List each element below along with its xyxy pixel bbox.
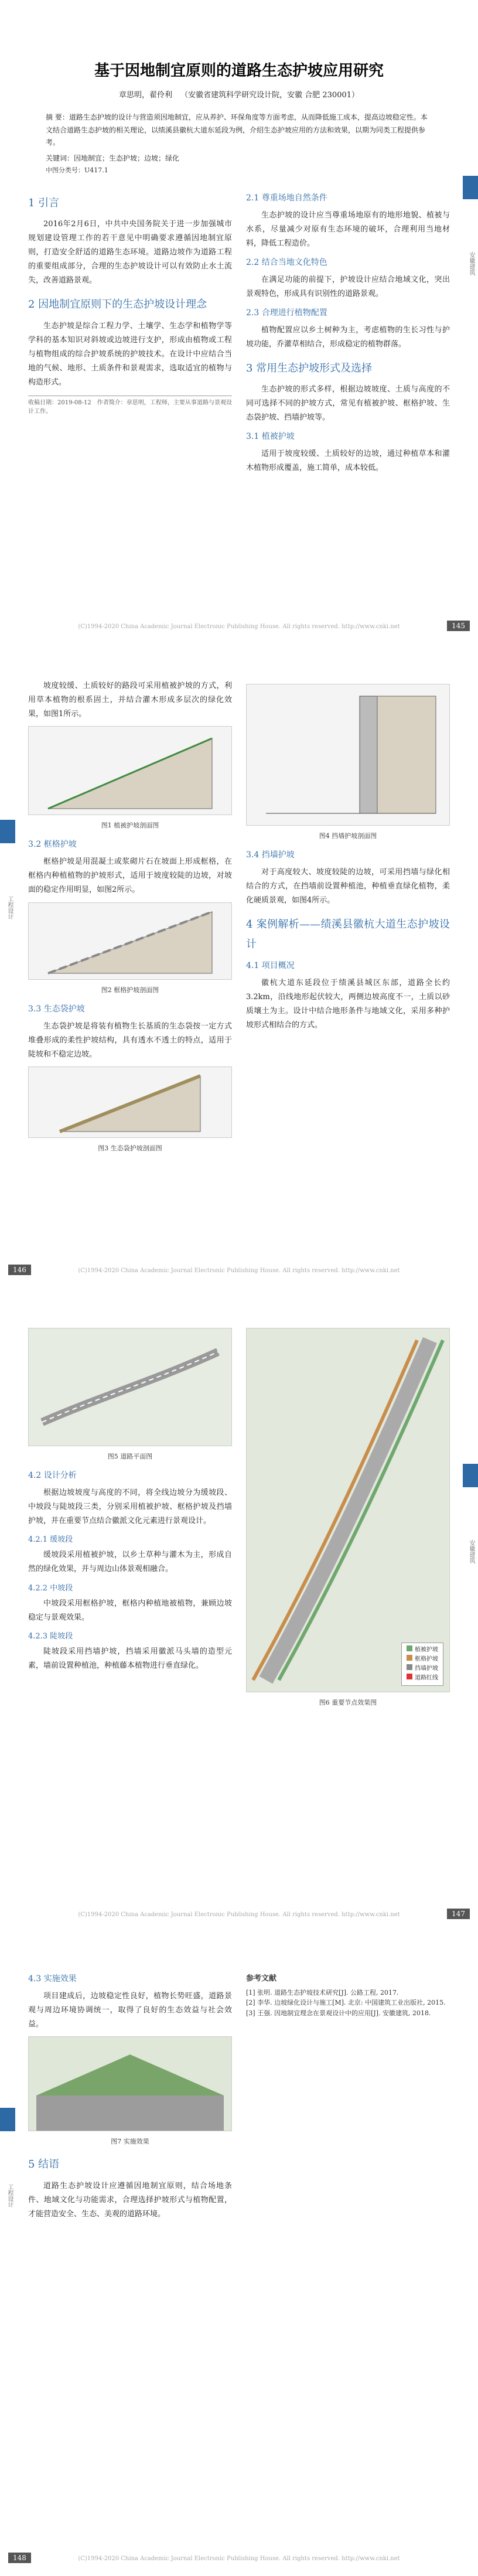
paragraph: 项目建成后，边坡稳定性良好，植物长势旺盛，道路景观与周边环境协调统一，取得了良好的生态效益与社会效益。 bbox=[28, 1991, 232, 2029]
paragraph: 生态护坡的设计应当尊重场地原有的地形地貌、植被与水系，尽量减少对原有生态环境的破坏，合理利用当地材料，降低工程造价。 bbox=[246, 210, 450, 248]
authors: 章思明，翟伶利 bbox=[118, 91, 172, 100]
right-column bbox=[246, 1323, 450, 1715]
figure-caption: 图1 植被护坡剖面图 bbox=[101, 822, 159, 830]
copyright: (C)1994-2020 China Academic Journal Electronic Publishing House. All rights reserved. http://www.cnki.net bbox=[78, 2555, 400, 2562]
classification: 中图分类号：U417.1 bbox=[46, 166, 108, 174]
paper-title: 基于因地制宜原则的道路生态护坡应用研究 bbox=[94, 62, 384, 80]
subsection-heading: 3.1 植被护坡 bbox=[246, 432, 295, 442]
page-number: 148 bbox=[8, 2553, 31, 2563]
subsection-heading: 4.1 项目概况 bbox=[246, 960, 295, 970]
paragraph: 生态袋护坡是将装有植物生长基质的生态袋按一定方式堆叠形成的柔性护坡结构，具有透水不透土的特点，适用于陡坡和不稳定边坡。 bbox=[28, 1021, 232, 1059]
page-content bbox=[28, 1323, 450, 1897]
page-number: 146 bbox=[8, 1265, 31, 1275]
section-heading: 5 结语 bbox=[28, 2158, 60, 2171]
page-3 bbox=[0, 1288, 478, 1932]
figure-caption: 图5 道路平面图 bbox=[107, 1453, 153, 1460]
paragraph: 框格护坡是用混凝土或浆砌片石在坡面上形成框格，在框格内种植植物的护坡形式，适用于坡度较陡的边坡，对坡面的稳定作用明显，如图2所示。 bbox=[28, 857, 232, 895]
paragraph: 在满足功能的前提下，护坡设计应结合地域文化，突出景观特色，形成具有识别性的道路景观。 bbox=[246, 275, 450, 298]
slope-diagram bbox=[29, 903, 231, 979]
page-2 bbox=[0, 644, 478, 1288]
legend-item: 道路红线 bbox=[407, 1674, 438, 1683]
section-tab bbox=[0, 2108, 15, 2131]
legend-item: 植被护坡 bbox=[407, 1645, 438, 1655]
node-plan bbox=[247, 1328, 449, 1692]
section-heading: 2 因地制宜原则下的生态护坡设计理念 bbox=[28, 298, 207, 311]
page-number: 147 bbox=[447, 1909, 470, 1919]
subsection-heading: 3.2 框格护坡 bbox=[28, 840, 77, 850]
side-label: 工程设计 bbox=[6, 896, 13, 919]
abstract: 摘 要：道路生态护坡的设计与营造须因地制宜，应从养护、环保角度等方面考虑，从而降低施工成本，提高边坡稳定性。本文结合道路生态护坡的相关理论，以绩溪县徽杭大道东延段为例，介绍生态护坡应用的方法和效果，以期为同类工程提供参考。 bbox=[46, 113, 428, 147]
subsection-heading: 4.2.1 缓坡段 bbox=[28, 1535, 73, 1545]
left-column bbox=[28, 1323, 232, 1715]
figure-6 bbox=[246, 1328, 450, 1692]
right-column bbox=[246, 1967, 450, 2226]
subsection-heading: 2.2 结合当地文化特色 bbox=[246, 257, 327, 267]
section-tab bbox=[463, 176, 478, 199]
subsection-heading: 4.2 设计分析 bbox=[28, 1471, 77, 1481]
legend-item: 挡墙护坡 bbox=[407, 1664, 438, 1674]
figure-2 bbox=[28, 902, 232, 980]
paragraph: 道路生态护坡设计应遵循因地制宜原则，结合场地条件、地域文化与功能需求，合理选择护坡形式与植物配置，才能营造安全、生态、美观的道路环境。 bbox=[28, 2181, 232, 2219]
paragraph: 对于高度较大、坡度较陡的边坡，可采用挡墙与绿化相结合的方式，在挡墙前设置种植池，种植垂直绿化植物，柔化硬质景观，如图4所示。 bbox=[246, 868, 450, 905]
author-line bbox=[28, 88, 450, 100]
keywords: 关键词：因地制宜；生态护坡；边坡；绿化 bbox=[46, 154, 180, 162]
side-label: 安徽建筑 bbox=[468, 1540, 474, 1563]
paragraph: 适用于坡度较缓、土质较好的边坡，通过种植草本和灌木植物形成覆盖，施工简单，成本较低。 bbox=[246, 449, 450, 473]
page-content bbox=[28, 679, 450, 1253]
paragraph: 根据边坡坡度与高度的不同，将全线边坡分为缓坡段、中坡段与陡坡段三类，分别采用植被护坡、框格护坡及挡墙护坡，并在重要节点结合徽派文化元素进行景观设计。 bbox=[28, 1488, 232, 1526]
figure-5 bbox=[28, 1328, 232, 1446]
page-content bbox=[28, 35, 450, 609]
figure-caption: 图4 挡墙护坡剖面图 bbox=[319, 832, 377, 840]
figure-caption: 图7 实施效果 bbox=[111, 2138, 149, 2146]
right-column bbox=[246, 186, 450, 480]
paragraph: 徽杭大道东延段位于绩溪县城区东部，道路全长约3.2km，沿线地形起伏较大，两侧边坡高度不一，土质以砂质壤土为主。设计中结合地形条件与地域文化，采用多种护坡形式相结合的方式。 bbox=[246, 978, 450, 1030]
paragraph: 缓坡段采用植被护坡，以乡土草种与灌木为主，形成自然的绿化效果，并与周边山体景观相融合。 bbox=[28, 1551, 232, 1574]
left-column bbox=[28, 679, 232, 1160]
references bbox=[246, 1973, 450, 2019]
reference-item: [2] 李华. 边坡绿化设计与施工[M]. 北京: 中国建筑工业出版社, 2015. bbox=[246, 1999, 446, 2007]
paragraph: 生态护坡的形式多样，根据边坡坡度、土质与高度的不同可选择不同的护坡方式，常见有植被护坡、框格护坡、生态袋护坡、挡墙护坡等。 bbox=[246, 385, 450, 422]
paragraph: 中坡段采用框格护坡，框格内种植地被植物，兼顾边坡稳定与景观效果。 bbox=[28, 1599, 232, 1622]
subsection-heading: 4.3 实施效果 bbox=[28, 1974, 77, 1984]
section-heading: 4 案例解析——绩溪县徽杭大道生态护坡设计 bbox=[246, 918, 450, 950]
footnote: 收稿日期：2019-08-12 作者简介：章思明，工程师，主要从事道路与景观设计工作。 bbox=[28, 396, 232, 416]
page-1 bbox=[0, 0, 478, 644]
subsection-heading: 2.3 合理进行植物配置 bbox=[246, 308, 327, 318]
section-tab bbox=[0, 820, 15, 843]
copyright: (C)1994-2020 China Academic Journal Electronic Publishing House. All rights reserved. http://www.cnki.net bbox=[78, 623, 400, 630]
affiliation: （安徽省建筑科学研究设计院，安徽 合肥 230001） bbox=[180, 91, 360, 100]
references-title: 参考文献 bbox=[246, 1974, 277, 1983]
section-tab bbox=[463, 1464, 478, 1487]
reference-item: [3] 王强. 因地制宜理念在景观设计中的应用[J]. 安徽建筑, 2018. bbox=[246, 2009, 431, 2017]
wall-diagram bbox=[247, 684, 449, 825]
left-column bbox=[28, 186, 232, 480]
side-label: 工程设计 bbox=[6, 2184, 13, 2207]
two-columns bbox=[28, 1967, 450, 2226]
two-columns bbox=[28, 1323, 450, 1715]
section-heading: 1 引言 bbox=[28, 196, 60, 209]
figure-4 bbox=[246, 684, 450, 826]
paragraph: 2016年2月6日，中共中央国务院关于进一步加强城市规划建设管理工作的若干意见中明确要求遵循因地制宜原则，打造安全舒适的道路生态环境。道路边坡作为道路工程的重要组成部分，合理的生态护坡设计可以有效防止水土流失，改善道路景观。 bbox=[28, 220, 232, 285]
copyright: (C)1994-2020 China Academic Journal Electronic Publishing House. All rights reserved. http://www.cnki.net bbox=[78, 1911, 400, 1918]
paragraph: 植物配置应以乡土树种为主，考虑植物的生长习性与护坡功能，乔灌草相结合，形成稳定的植物群落。 bbox=[246, 325, 450, 349]
subsection-heading: 3.4 挡墙护坡 bbox=[246, 850, 295, 860]
subsection-heading: 3.3 生态袋护坡 bbox=[28, 1004, 85, 1014]
page-4 bbox=[0, 1932, 478, 2576]
subsection-heading: 4.2.3 陡坡段 bbox=[28, 1631, 73, 1641]
two-columns bbox=[28, 679, 450, 1160]
page-content bbox=[28, 1967, 450, 2541]
page-number: 145 bbox=[447, 621, 470, 631]
figure-3 bbox=[28, 1066, 232, 1138]
section-heading: 3 常用生态护坡形式及选择 bbox=[246, 362, 373, 374]
slope-diagram bbox=[29, 727, 231, 815]
road-plan bbox=[29, 1328, 231, 1446]
figure-caption: 图2 框格护坡剖面图 bbox=[101, 986, 159, 994]
figure-caption: 图6 重要节点效果图 bbox=[319, 1699, 377, 1706]
subsection-heading: 2.1 尊重场地自然条件 bbox=[246, 193, 327, 203]
figure-7 bbox=[28, 2036, 232, 2131]
side-label: 安徽建筑 bbox=[468, 252, 474, 275]
legend-item: 框格护坡 bbox=[407, 1655, 438, 1664]
two-columns bbox=[28, 186, 450, 480]
slope-diagram bbox=[29, 1067, 231, 1137]
paragraph: 坡度较缓、土质较好的路段可采用植被护坡的方式，利用草本植物的根系固土，并结合灌木形成多层次的绿化效果，如图1所示。 bbox=[28, 682, 232, 719]
right-column bbox=[246, 679, 450, 1160]
paragraph: 生态护坡是综合工程力学、土壤学、生态学和植物学等学科的基本知识对斜坡或边坡进行支护，形成由植物或工程与植物组成的综合护坡系统的护坡技术。在设计中应结合当地的气候、地形、土质条件和景观需求，选取适宜的植物与构造形式。 bbox=[28, 321, 232, 387]
photo-placeholder bbox=[29, 2037, 231, 2131]
subsection-heading: 4.2.2 中坡段 bbox=[28, 1583, 73, 1593]
legend bbox=[401, 1643, 443, 1686]
copyright: (C)1994-2020 China Academic Journal Electronic Publishing House. All rights reserved. http://www.cnki.net bbox=[78, 1267, 400, 1274]
figure-caption: 图3 生态袋护坡剖面图 bbox=[98, 1144, 162, 1152]
paragraph: 陡坡段采用挡墙护坡，挡墙采用徽派马头墙的造型元素，墙前设置种植池，种植藤本植物进行垂直绿化。 bbox=[28, 1647, 232, 1670]
left-column bbox=[28, 1967, 232, 2226]
reference-item: [1] 张明. 道路生态护坡技术研究[J]. 公路工程, 2017. bbox=[246, 1988, 399, 1996]
figure-1 bbox=[28, 726, 232, 815]
